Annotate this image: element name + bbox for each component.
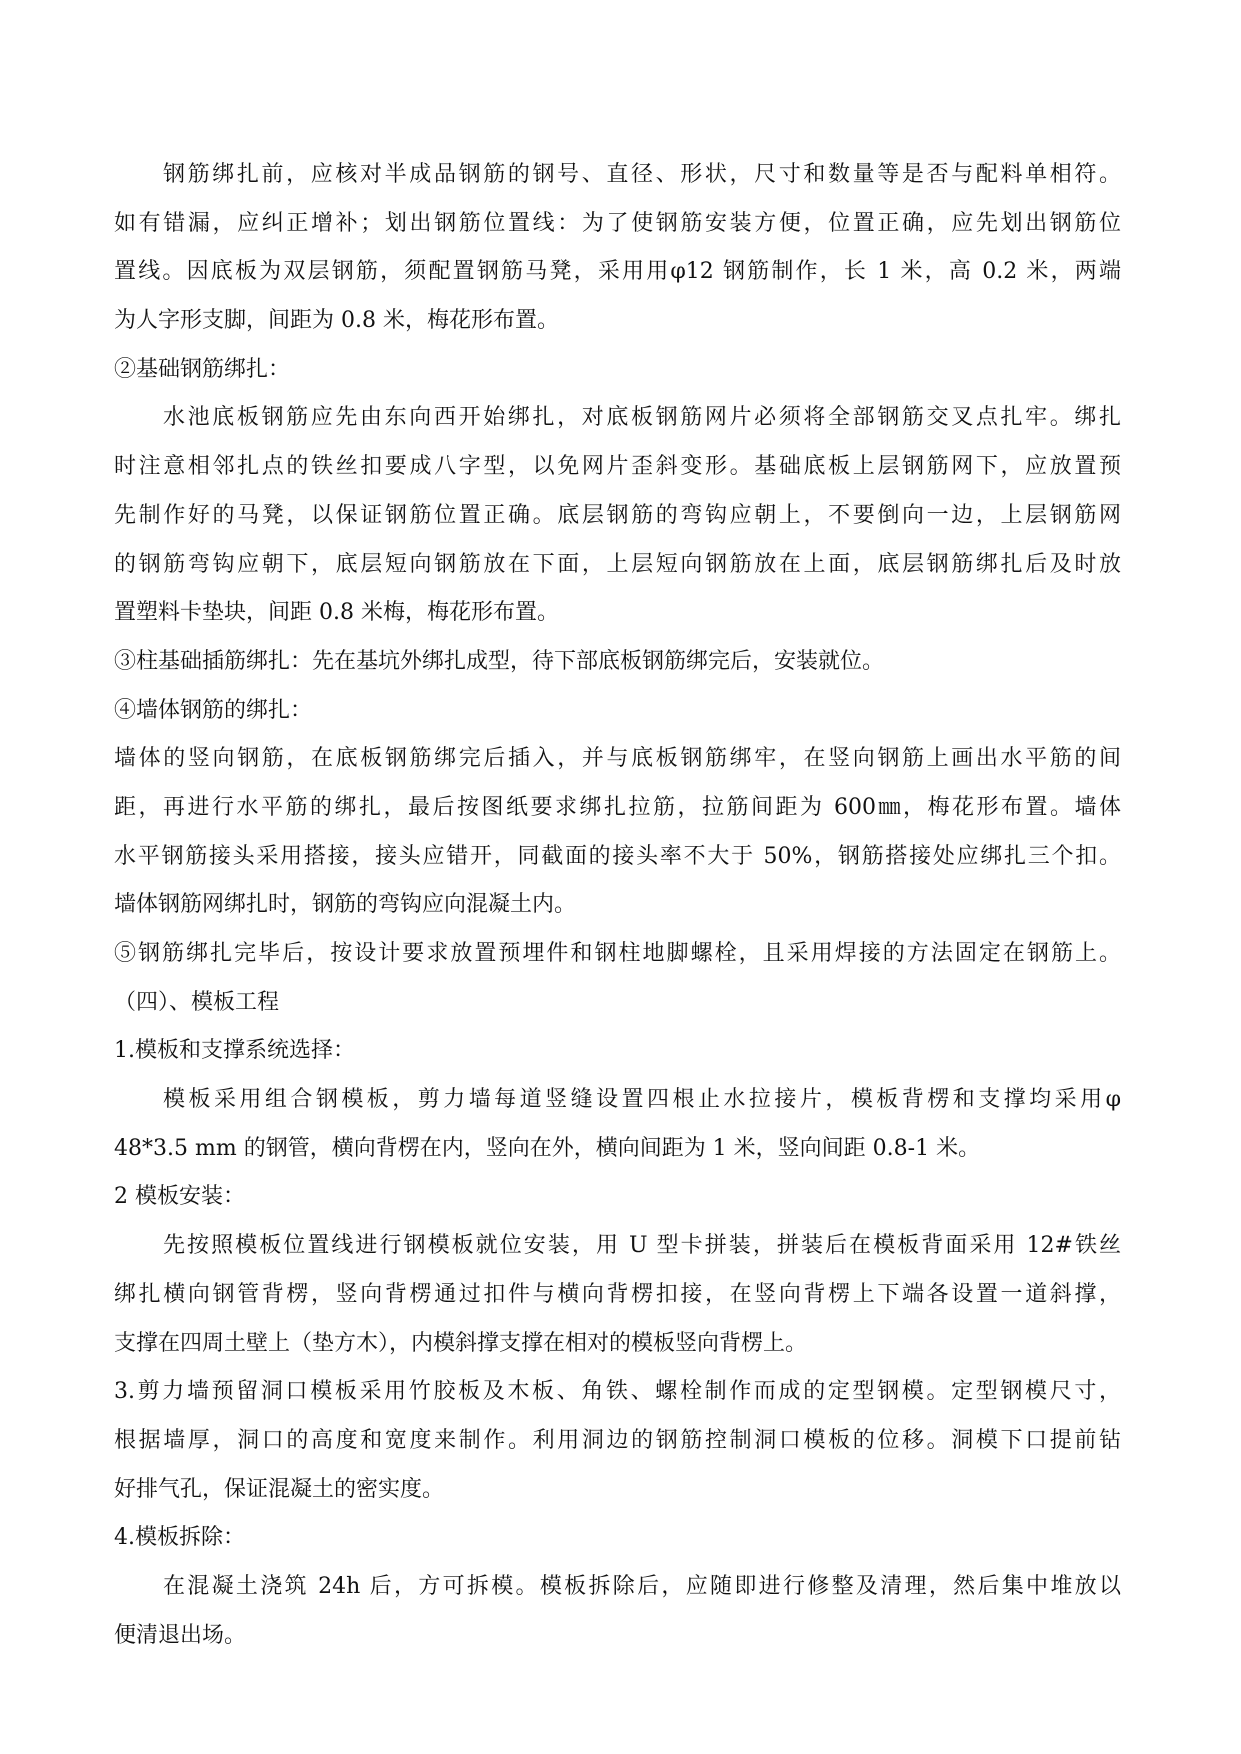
- text-line: 1.模板和支撑系统选择：: [114, 1038, 355, 1064]
- text-line: 水池底板钢筋应先由东向西开始绑扎，对底板钢筋网片必须将全部钢筋交叉点扎牢。绑扎: [163, 405, 1121, 431]
- text-line: ②基础钢筋绑扎：: [114, 356, 291, 382]
- text-line: 为人字形支脚，间距为 0.8 米，梅花形布置。: [114, 308, 559, 334]
- text-line: 距，再进行水平筋的绑扎，最后按图纸要求绑扎拉筋，拉筋间距为 600㎜，梅花形布置。墙体: [114, 794, 1121, 820]
- text-line: 先按照模板位置线进行钢模板就位安装，用 U 型卡拼装，拼装后在模板背面采用 12#铁丝: [163, 1233, 1121, 1259]
- text-line: 的钢筋弯钩应朝下，底层短向钢筋放在下面，上层短向钢筋放在上面，底层钢筋绑扎后及时放: [114, 551, 1121, 577]
- text-line: 时注意相邻扎点的铁丝扣要成八字型，以免网片歪斜变形。基础底板上层钢筋网下，应放置预: [114, 454, 1121, 480]
- text-line: 支撑在四周土壁上（垫方木），内模斜撑支撑在相对的模板竖向背楞上。: [114, 1330, 808, 1356]
- text-line: 钢筋绑扎前，应核对半成品钢筋的钢号、直径、形状，尺寸和数量等是否与配料单相符。: [163, 162, 1121, 187]
- text-line: 墙体钢筋网绑扎时，钢筋的弯钩应向混凝土内。: [114, 892, 577, 918]
- text-line: 在混凝土浇筑 24h 后，方可拆模。模板拆除后，应随即进行修整及清理，然后集中堆放以: [163, 1573, 1121, 1599]
- text-line: 模板采用组合钢模板，剪力墙每道竖缝设置四根止水拉接片，模板背楞和支撑均采用φ: [163, 1087, 1121, 1113]
- text-line: ④墙体钢筋的绑扎：: [114, 697, 313, 723]
- text-line: 先制作好的马凳，以保证钢筋位置正确。底层钢筋的弯钩应朝上，不要倒向一边，上层钢筋网: [114, 502, 1121, 528]
- text-line: 墙体的竖向钢筋，在底板钢筋绑完后插入，并与底板钢筋绑牢，在竖向钢筋上画出水平筋的间: [114, 746, 1121, 772]
- text-line: 根据墙厚，洞口的高度和宽度来制作。利用洞边的钢筋控制洞口模板的位移。洞模下口提前钻: [114, 1427, 1121, 1453]
- text-line: 置塑料卡垫块，间距 0.8 米梅，梅花形布置。: [114, 600, 559, 626]
- document-body: [114, 151, 1121, 1660]
- text-line: 置线。因底板为双层钢筋，须配置钢筋马凳，采用用φ12 钢筋制作，长 1 米，高 0.2 米，两端: [114, 259, 1121, 285]
- text-line: 4.模板拆除：: [114, 1525, 245, 1551]
- text-line: 48*3.5 mm 的钢管，横向背楞在内，竖向在外，横向间距为 1 米，竖向间距 0.8-1 米。: [114, 1135, 981, 1161]
- text-line: 3.剪力墙预留洞口模板采用竹胶板及木板、角铁、螺栓制作而成的定型钢模。定型钢模尺寸，: [114, 1379, 1121, 1405]
- text-line: ③柱基础插筋绑扎：先在基坑外绑扎成型，待下部底板钢筋绑完后，安装就位。: [114, 648, 885, 674]
- text-line: 如有错漏，应纠正增补；划出钢筋位置线：为了使钢筋安装方便，位置正确，应先划出钢筋位: [114, 210, 1121, 236]
- text-line: 2 模板安装：: [114, 1184, 245, 1210]
- text-line: 便清退出场。: [114, 1622, 247, 1648]
- text-line: 水平钢筋接头采用搭接，接头应错开，同截面的接头率不大于 50%，钢筋搭接处应绑扎三个扣。: [114, 843, 1121, 869]
- text-line: 绑扎横向钢管背楞，竖向背楞通过扣件与横向背楞扣接，在竖向背楞上下端各设置一道斜撑，: [114, 1281, 1121, 1307]
- text-line: ⑤钢筋绑扎完毕后，按设计要求放置预埋件和钢柱地脚螺栓，且采用焊接的方法固定在钢筋上。: [114, 941, 1121, 966]
- text-line: （四）、模板工程: [114, 989, 280, 1015]
- text-line: 好排气孔，保证混凝土的密实度。: [114, 1476, 445, 1502]
